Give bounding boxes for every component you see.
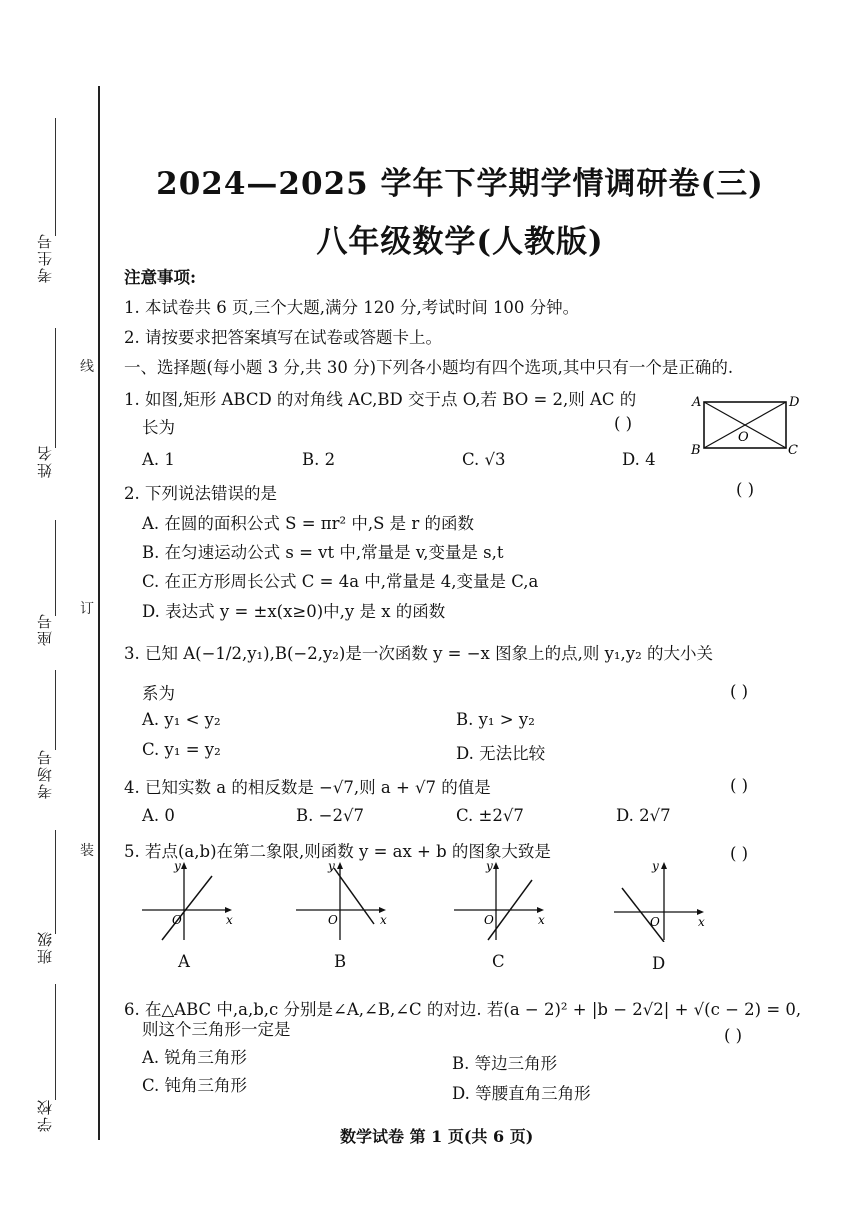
- note-item-2: 2. 请按要求把答案填写在试卷或答题卡上。: [124, 328, 442, 347]
- section-title: 一、选择题(每小题 3 分,共 30 分)下列各小题均有四个选项,其中只有一个是正确的.: [124, 358, 734, 377]
- q6-stem-line1: 6. 在△ABC 中,a,b,c 分别是∠A,∠B,∠C 的对边. 若(a − 2)² + |b − 2√2| + √(c − 2) = 0,: [124, 1000, 802, 1019]
- q3-option-a: A. y₁ < y₂: [142, 710, 221, 729]
- axis-origin-label: O: [328, 913, 338, 927]
- q3-option-c: C. y₁ = y₂: [142, 740, 221, 759]
- q5-graph-b: [290, 858, 394, 942]
- q2-option-a: A. 在圆的面积公式 S = πr² 中,S 是 r 的函数: [142, 514, 475, 533]
- q5-graph-c: [448, 858, 552, 942]
- q6-option-c: C. 钝角三角形: [142, 1076, 248, 1095]
- axis-y-label: y: [652, 859, 659, 873]
- blank-name: [55, 328, 56, 448]
- q3-option-b: B. y₁ > y₂: [456, 710, 535, 729]
- q5-label-b: B: [334, 952, 347, 971]
- axis-origin-label: O: [650, 915, 660, 929]
- axis-x-label: x: [538, 913, 545, 927]
- q4-answer-paren: ( ): [730, 776, 749, 795]
- mark-bind: 订: [80, 601, 94, 617]
- label-class: 班级: [36, 930, 54, 964]
- label-seat: 座号: [36, 612, 54, 646]
- q4-option-b: B. −2√7: [296, 806, 364, 825]
- blank-school: [55, 984, 56, 1100]
- rectangle-figure: [688, 390, 808, 460]
- figure-label-a: A: [692, 395, 702, 410]
- figure-label-o: O: [738, 430, 749, 445]
- q1-option-b: B. 2: [302, 450, 336, 469]
- axis-x-label: x: [226, 913, 233, 927]
- mark-fold: 装: [80, 843, 94, 859]
- q6-option-b: B. 等边三角形: [452, 1054, 558, 1073]
- label-school: 学校: [36, 1098, 54, 1132]
- axis-x-label: x: [698, 915, 705, 929]
- exam-title: 2024—2025 学年下学期学情调研卷(三): [156, 166, 764, 202]
- q4-stem: 4. 已知实数 a 的相反数是 −√7,则 a + √7 的值是: [124, 778, 491, 797]
- q1-option-a: A. 1: [142, 450, 175, 469]
- q1-option-c: C. √3: [462, 450, 506, 469]
- label-student-number: 考生号: [36, 232, 54, 283]
- axis-origin-label: O: [484, 913, 494, 927]
- q5-label-a: A: [178, 952, 190, 971]
- q5-graph-d: [608, 858, 712, 942]
- q1-answer-paren: ( ): [614, 414, 633, 433]
- label-name: 姓名: [36, 444, 54, 478]
- q3-stem-line1: 3. 已知 A(−1/2,y₁),B(−2,y₂)是一次函数 y = −x 图象上的点,则 y₁,y₂ 的大小关: [124, 644, 713, 663]
- q1-stem-line1: 1. 如图,矩形 ABCD 的对角线 AC,BD 交于点 O,若 BO = 2,则 AC 的: [124, 390, 637, 409]
- q3-option-d: D. 无法比较: [456, 744, 546, 763]
- q5-graph-a: [136, 858, 240, 942]
- q6-answer-paren: ( ): [724, 1026, 743, 1045]
- figure-label-c: C: [788, 443, 798, 458]
- q6-option-a: A. 锐角三角形: [142, 1048, 247, 1067]
- q5-label-c: C: [492, 952, 505, 971]
- q4-option-a: A. 0: [142, 806, 175, 825]
- q5-answer-paren: ( ): [730, 844, 749, 863]
- q5-label-d: D: [652, 954, 666, 973]
- axis-y-label: y: [486, 859, 493, 873]
- figure-label-d: D: [789, 395, 800, 410]
- page-footer: 数学试卷 第 1 页(共 6 页): [340, 1127, 534, 1146]
- label-exam-room: 考场号: [36, 748, 54, 799]
- mark-line: 线: [80, 359, 94, 375]
- axis-origin-label: O: [172, 913, 182, 927]
- q2-option-d: D. 表达式 y = ±x(x≥0)中,y 是 x 的函数: [142, 602, 446, 621]
- q4-option-d: D. 2√7: [616, 806, 671, 825]
- q4-option-c: C. ±2√7: [456, 806, 524, 825]
- q6-stem-line2: 则这个三角形一定是: [142, 1020, 291, 1039]
- q6-option-d: D. 等腰直角三角形: [452, 1084, 591, 1103]
- axis-y-label: y: [174, 859, 181, 873]
- notes-heading: 注意事项:: [124, 268, 197, 287]
- blank-class: [55, 830, 56, 934]
- q1-option-d: D. 4: [622, 450, 656, 469]
- q1-stem-line2: 长为: [142, 418, 175, 437]
- blank-seat: [55, 520, 56, 616]
- figure-label-b: B: [691, 443, 701, 458]
- axis-x-label: x: [380, 913, 387, 927]
- q2-answer-paren: ( ): [736, 480, 755, 499]
- binding-line: [98, 86, 100, 1140]
- q5-stem: 5. 若点(a,b)在第二象限,则函数 y = ax + b 的图象大致是: [124, 842, 551, 861]
- exam-subtitle: 八年级数学(人教版): [316, 224, 604, 260]
- axis-y-label: y: [328, 859, 335, 873]
- note-item-1: 1. 本试卷共 6 页,三个大题,满分 120 分,考试时间 100 分钟。: [124, 298, 580, 317]
- q2-stem: 2. 下列说法错误的是: [124, 484, 277, 503]
- blank-exam-room: [55, 670, 56, 750]
- blank-student-number: [55, 118, 56, 236]
- q2-option-c: C. 在正方形周长公式 C = 4a 中,常量是 4,变量是 C,a: [142, 572, 539, 591]
- q3-answer-paren: ( ): [730, 682, 749, 701]
- q2-option-b: B. 在匀速运动公式 s = vt 中,常量是 v,变量是 s,t: [142, 543, 504, 562]
- q3-stem-line2: 系为: [142, 684, 175, 703]
